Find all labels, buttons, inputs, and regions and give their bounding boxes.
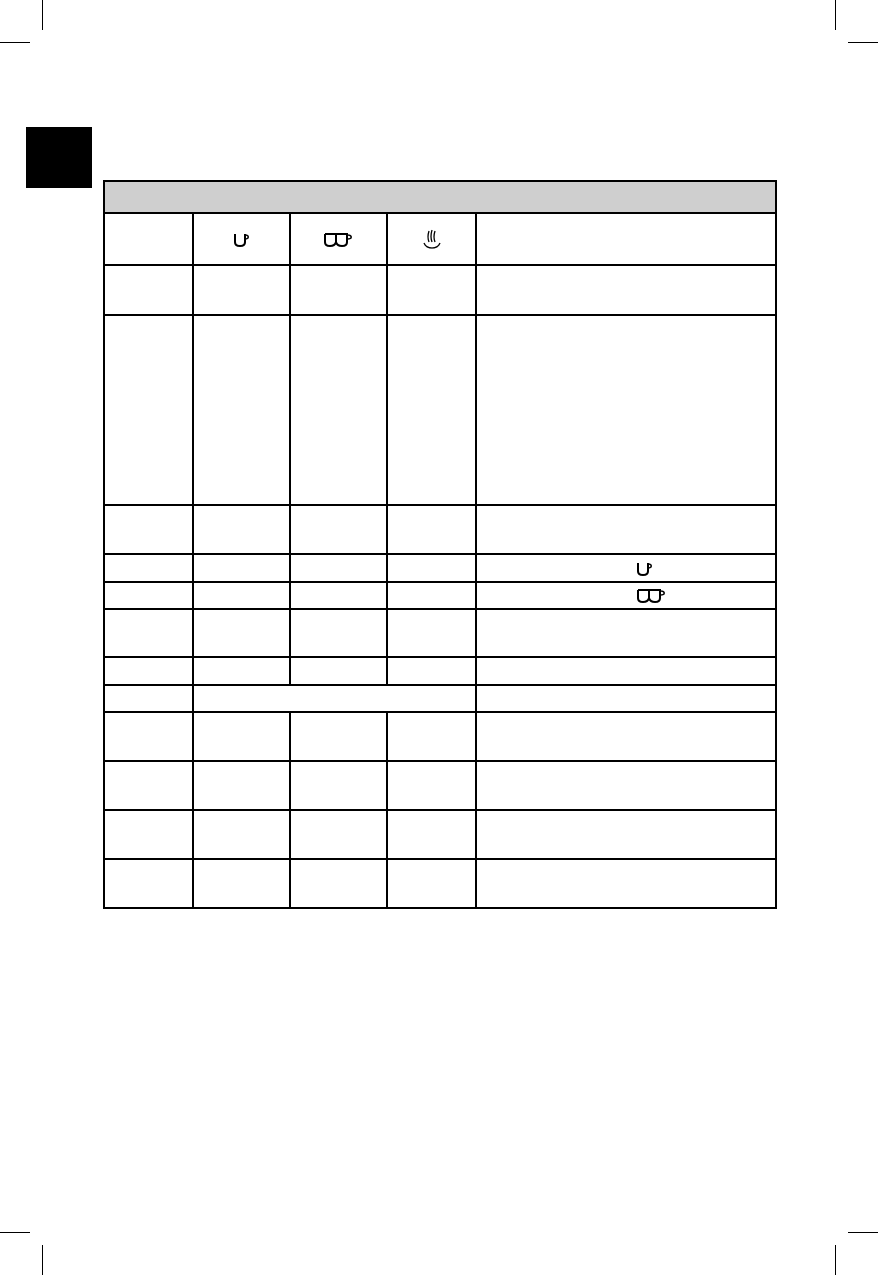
- table-row: [104, 582, 776, 609]
- table-cell: [387, 761, 476, 810]
- table-cell: [476, 657, 776, 685]
- table-cell: [193, 859, 290, 908]
- table-cell: [104, 609, 193, 657]
- table-cell: [290, 265, 387, 315]
- table-cell: [104, 505, 193, 554]
- table-row: [104, 657, 776, 685]
- table-cell: [290, 810, 387, 859]
- table-cell: [387, 859, 476, 908]
- table-row: [104, 761, 776, 810]
- crop-mark-bottom-right-v: [835, 1245, 836, 1275]
- table-cell: [387, 554, 476, 582]
- table-cell: [193, 609, 290, 657]
- crop-mark-bottom-left-h: [0, 1232, 30, 1233]
- table-cell: [104, 685, 193, 712]
- table-cell: [104, 761, 193, 810]
- table-cell: [387, 505, 476, 554]
- table-cell: [290, 315, 387, 505]
- table-row: [104, 554, 776, 582]
- table-cell: [290, 859, 387, 908]
- single-cup-cell: [193, 213, 290, 265]
- table-cell: [104, 859, 193, 908]
- table-cell: [387, 657, 476, 685]
- table-cell: [290, 554, 387, 582]
- table-cell: [387, 265, 476, 315]
- table-cell: [104, 265, 193, 315]
- double-cup-icon: [637, 589, 667, 603]
- table-cell: [290, 505, 387, 554]
- table-cell: [290, 712, 387, 761]
- table-cell: [476, 685, 776, 712]
- table-cell: [104, 712, 193, 761]
- table-cell: [104, 810, 193, 859]
- crop-mark-bottom-right-h: [848, 1232, 878, 1233]
- steam-icon: [422, 229, 442, 249]
- table-row: [104, 609, 776, 657]
- table-cell: [387, 582, 476, 609]
- steam-cell: [387, 213, 476, 265]
- table-row: [104, 315, 776, 505]
- table-cell: [104, 213, 193, 265]
- double-cup-cell: [290, 213, 387, 265]
- table-cell: [290, 761, 387, 810]
- crop-mark-top-right-h: [848, 42, 878, 43]
- table-cell: [193, 505, 290, 554]
- table-cell: [476, 582, 776, 609]
- table-cell: [193, 265, 290, 315]
- table-cell: [193, 657, 290, 685]
- table-cell: [476, 213, 776, 265]
- language-tab: [26, 127, 92, 188]
- table-cell: [104, 554, 193, 582]
- crop-mark-bottom-left-v: [42, 1245, 43, 1275]
- table-cell: [193, 554, 290, 582]
- table-cell: [476, 554, 776, 582]
- table-header: [104, 181, 776, 213]
- table-cell: [387, 609, 476, 657]
- table-cell: [104, 315, 193, 505]
- table-cell: [290, 582, 387, 609]
- table-cell: [387, 810, 476, 859]
- table-cell: [476, 609, 776, 657]
- table-cell: [193, 761, 290, 810]
- table-row: [104, 685, 776, 712]
- table-cell: [476, 761, 776, 810]
- crop-mark-top-right-v: [835, 0, 836, 30]
- settings-table: [103, 180, 777, 909]
- icon-row: [104, 213, 776, 265]
- table-cell: [290, 657, 387, 685]
- table-row: [104, 712, 776, 761]
- table-cell: [290, 609, 387, 657]
- table-cell: [104, 582, 193, 609]
- table-cell: [476, 712, 776, 761]
- single-cup-icon: [637, 562, 653, 576]
- table-row: [104, 810, 776, 859]
- table-cell: [476, 505, 776, 554]
- table-cell: [476, 859, 776, 908]
- table-cell: [387, 712, 476, 761]
- merged-cell: [193, 685, 476, 712]
- table-cell: [193, 810, 290, 859]
- table-cell: [193, 315, 290, 505]
- double-cup-icon: [324, 233, 354, 247]
- table-cell: [476, 810, 776, 859]
- table-row: [104, 859, 776, 908]
- table-cell: [387, 315, 476, 505]
- table-row: [104, 265, 776, 315]
- table-cell: [476, 265, 776, 315]
- table-cell: [193, 582, 290, 609]
- table-cell: [476, 315, 776, 505]
- crop-mark-top-left-h: [0, 42, 30, 43]
- table-cell: [193, 712, 290, 761]
- table-row: [104, 505, 776, 554]
- table-cell: [104, 657, 193, 685]
- single-cup-icon: [234, 233, 250, 247]
- crop-mark-top-left-v: [42, 0, 43, 30]
